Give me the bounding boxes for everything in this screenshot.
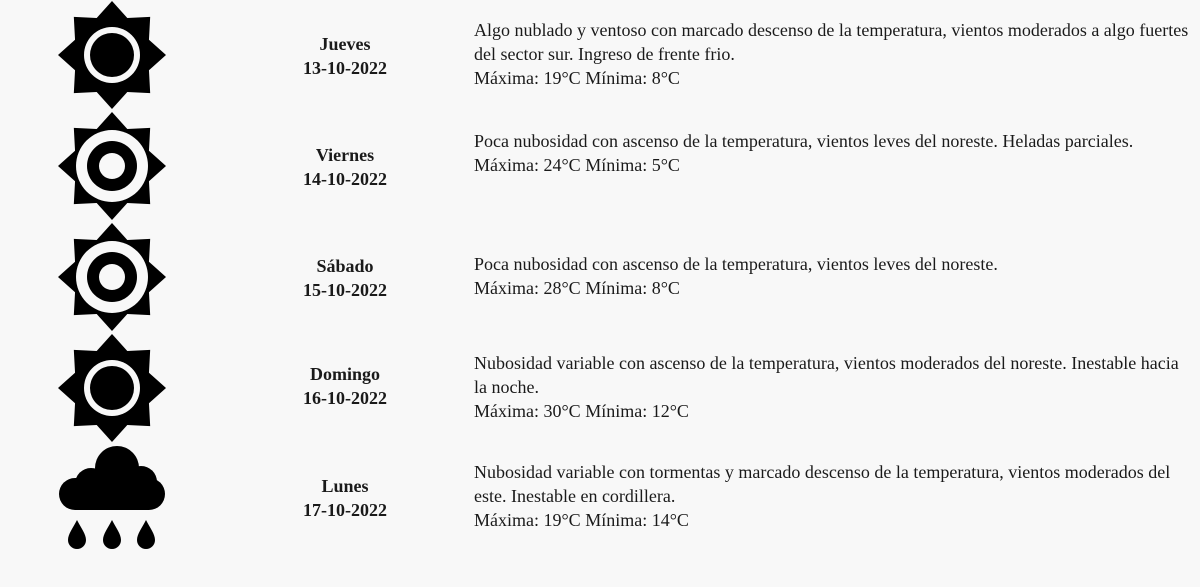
date-value: 17-10-2022	[303, 500, 387, 520]
description-text: Poca nubosidad con ascenso de la temperatura, vientos leves del noreste.	[474, 254, 998, 274]
temperature-text: Máxima: 24°C Mínima: 5°C	[474, 155, 680, 175]
forecast-description	[474, 460, 1192, 532]
day-name: Domingo	[309, 364, 380, 384]
forecast-row	[0, 444, 1200, 555]
description-text: Nubosidad variable con ascenso de la temperatura, vientos moderados del noreste. Inestable hacia la noche.	[474, 353, 1179, 397]
forecast-row	[0, 111, 1200, 222]
date-value: 14-10-2022	[303, 169, 387, 189]
forecast-description	[474, 18, 1192, 90]
temperature-text: Máxima: 28°C Mínima: 8°C	[474, 278, 680, 298]
forecast-date	[270, 32, 420, 80]
forecast-description	[474, 129, 1192, 177]
description-text: Nubosidad variable con tormentas y marcado descenso de la temperatura, vientos moderados del este. Inestable en cordillera.	[474, 462, 1171, 506]
description-text: Poca nubosidad con ascenso de la temperatura, vientos leves del noreste. Heladas parciales.	[474, 131, 1134, 151]
forecast-date	[270, 362, 420, 410]
forecast-date	[270, 254, 420, 302]
forecast-row	[0, 0, 1200, 111]
forecast-row	[0, 333, 1200, 444]
date-value: 16-10-2022	[303, 388, 387, 408]
forecast-description	[474, 252, 1192, 300]
forecast-row	[0, 222, 1200, 333]
date-value: 15-10-2022	[303, 280, 387, 300]
forecast-date	[270, 474, 420, 522]
forecast-description	[474, 351, 1192, 423]
day-name: Sábado	[316, 256, 374, 276]
day-name: Viernes	[315, 145, 375, 165]
description-text: Algo nublado y ventoso con marcado descenso de la temperatura, vientos moderados a algo fuertes del sector sur. Ingreso de frente frio.	[474, 20, 1189, 64]
day-name: Jueves	[319, 34, 371, 54]
day-name: Lunes	[321, 476, 369, 496]
temperature-text: Máxima: 19°C Mínima: 14°C	[474, 510, 689, 530]
rain-cloud-icon	[57, 444, 167, 554]
sun-outline-icon	[57, 111, 167, 221]
forecast-date	[270, 143, 420, 191]
sun-outline-icon	[57, 222, 167, 332]
temperature-text: Máxima: 30°C Mínima: 12°C	[474, 401, 689, 421]
sun-filled-icon	[57, 333, 167, 443]
sun-filled-icon	[57, 0, 167, 110]
temperature-text: Máxima: 19°C Mínima: 8°C	[474, 68, 680, 88]
date-value: 13-10-2022	[303, 58, 387, 78]
